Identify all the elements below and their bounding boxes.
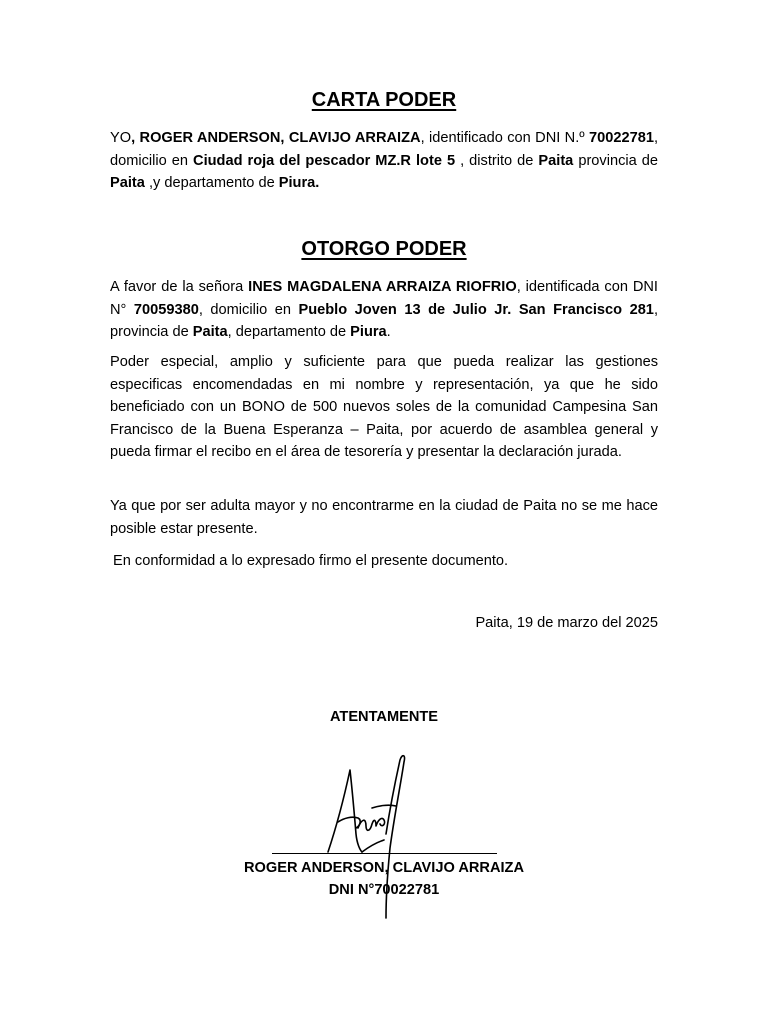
text-run: , distrito de	[455, 152, 539, 169]
text-run: YO	[110, 130, 132, 146]
text-run: provincia de	[573, 152, 658, 169]
section-title-otorgo-poder: OTORGO PODER	[301, 238, 467, 260]
bold-run: INES MAGDALENA ARRAIZA RIOFRIO	[248, 279, 517, 295]
conformity-paragraph: En conformidad a lo expresado firmo el presente documento.	[113, 553, 509, 569]
text-run: .	[386, 324, 391, 340]
grantor-paragraph	[110, 127, 658, 195]
bold-run: Paita	[538, 152, 574, 169]
text-run: ,y departamento de	[144, 175, 279, 191]
reason-paragraph: Ya que por ser adulta mayor y no encontrarme en la ciudad de Paita no se me hace posible estar presente.	[110, 498, 658, 537]
signer-dni: DNI N°70022781	[328, 882, 440, 898]
bold-run: Ciudad roja del pescador MZ.R lote 5	[193, 152, 456, 169]
place-date: Paita, 19 de marzo del 2025	[475, 615, 658, 631]
bold-run: Paita	[192, 324, 228, 340]
text-run: , departamento de	[227, 324, 351, 340]
document-title: CARTA PODER	[311, 89, 457, 111]
text-run: , identificado con DNI N.º	[420, 130, 590, 146]
text-run: , domicilio en	[198, 301, 299, 318]
bold-run: 70059380	[133, 301, 199, 318]
text-run: , identificada con DNI N°	[110, 279, 658, 318]
bold-run: Piura.	[278, 175, 320, 191]
bold-run: Piura	[350, 324, 387, 340]
grantee-paragraph	[110, 276, 658, 344]
signer-name: ROGER ANDERSON, CLAVIJO ARRAIZA	[244, 860, 524, 876]
powers-paragraph: Poder especial, amplio y suficiente para que pueda realizar las gestiones especificas encomendadas en mi nombre y representación, ya que he sido beneficiado con un BONO de 500 nuevos soles de la comunidad Campesina San Francisco de la Buena Esperanza – Paita, por acuerdo de asamblea general y pueda firmar el recibo en el área de tesorería y presentar la declaración jurada.	[110, 354, 658, 460]
bold-run: , ROGER ANDERSON, CLAVIJO ARRAIZA	[131, 130, 421, 146]
bold-run: Pueblo Joven 13 de Julio Jr. San Francisco 281	[298, 301, 654, 318]
text-run: , provincia de	[110, 301, 658, 340]
bold-run: 70022781	[589, 130, 654, 146]
closing-atentamente: ATENTAMENTE	[329, 709, 439, 725]
signature-line	[272, 853, 497, 854]
bold-run: Paita	[110, 175, 145, 191]
text-run: , domicilio en	[110, 130, 659, 169]
text-run: A favor de la señora	[110, 279, 249, 295]
